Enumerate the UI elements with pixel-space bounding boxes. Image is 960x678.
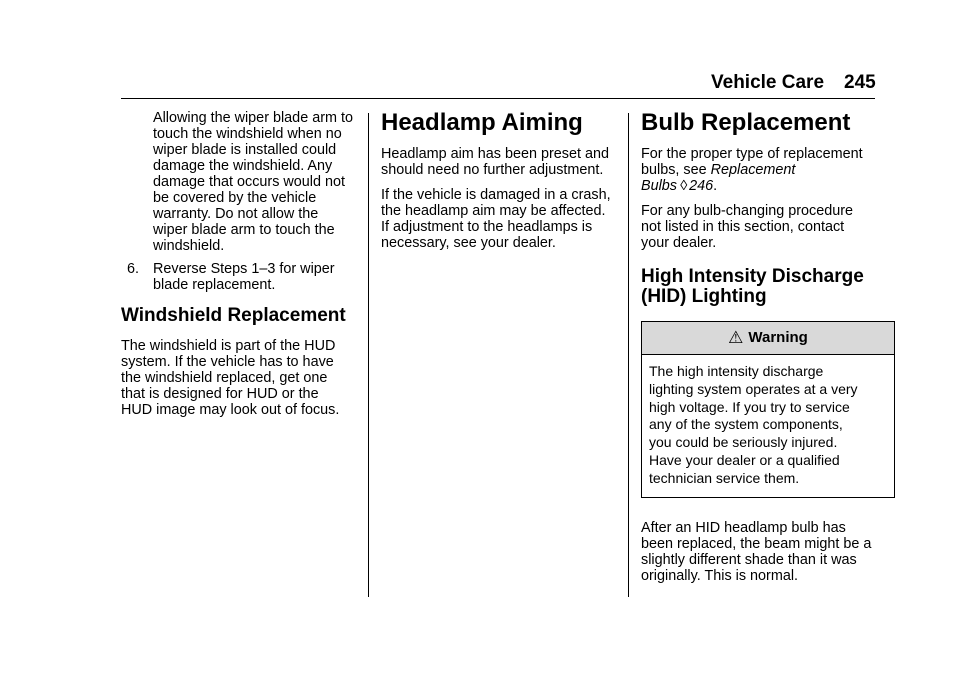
windshield-replacement-text: The windshield is part of the HUD system. If the vehicle has to have the windshield replaced, get one that is designed for HUD or the HUD image may look out of focus. xyxy=(121,338,340,418)
column-divider-2 xyxy=(628,113,629,597)
para-text: For the proper type of replacement bulbs, see xyxy=(641,146,863,178)
running-header-title: Vehicle Care xyxy=(711,72,825,93)
column-2 xyxy=(381,110,621,260)
page-ref-icon: ◊ xyxy=(680,178,688,194)
column-divider-1 xyxy=(368,113,369,597)
page-number: 245 xyxy=(844,72,876,93)
warning-header xyxy=(642,322,894,355)
header-rule xyxy=(121,98,875,99)
step-number: 6. xyxy=(127,261,140,277)
warning-label: Warning xyxy=(748,329,808,346)
headlamp-aiming-para-1: Headlamp aim has been preset and should need no further adjustment. xyxy=(381,146,609,178)
headlamp-aiming-heading: Headlamp Aiming xyxy=(381,109,583,136)
windshield-replacement-heading: Windshield Replacement xyxy=(121,305,346,326)
hid-lighting-heading: High Intensity Discharge (HID) Lighting xyxy=(641,266,864,307)
column-3 xyxy=(641,110,877,584)
para-text-end: . xyxy=(713,178,718,194)
step-6 xyxy=(121,261,361,293)
bulb-replacement-heading: Bulb Replacement xyxy=(641,109,851,136)
column-1 xyxy=(121,110,361,427)
headlamp-aiming-para-2: If the vehicle is damaged in a crash, the headlamp aim may be affected. If adjustment to the headlamps is necessary, see your dealer. xyxy=(381,187,611,251)
step-text: Reverse Steps 1–3 for wiper blade replacement. xyxy=(153,261,335,293)
after-hid-replacement-text: After an HID headlamp bulb has been replaced, the beam might be a slightly different shade than it was originally. This is normal. xyxy=(641,519,872,584)
continued-step-text: Allowing the wiper blade arm to touch the windshield when no wiper blade is installed could damage the windshield. Any damage that occurs would not be covered by the vehicle warranty. Do not allow the wiper blade arm to touch the windshield. xyxy=(153,110,353,254)
bulb-replacement-para-2: For any bulb-changing procedure not listed in this section, contact your dealer. xyxy=(641,203,853,251)
page-ref-number[interactable]: 246 xyxy=(689,178,714,194)
replacement-bulbs-link[interactable]: Replacement Bulbs xyxy=(641,162,796,194)
warning-icon: ⚠ xyxy=(728,328,744,347)
warning-text: The high intensity discharge lighting system operates at a very high voltage. If you try to service any of the system components, you could be seriously injured. Have your dealer or a qualified technician service them. xyxy=(649,363,858,486)
bulb-replacement-para-1 xyxy=(641,146,877,194)
warning-box xyxy=(641,321,895,498)
